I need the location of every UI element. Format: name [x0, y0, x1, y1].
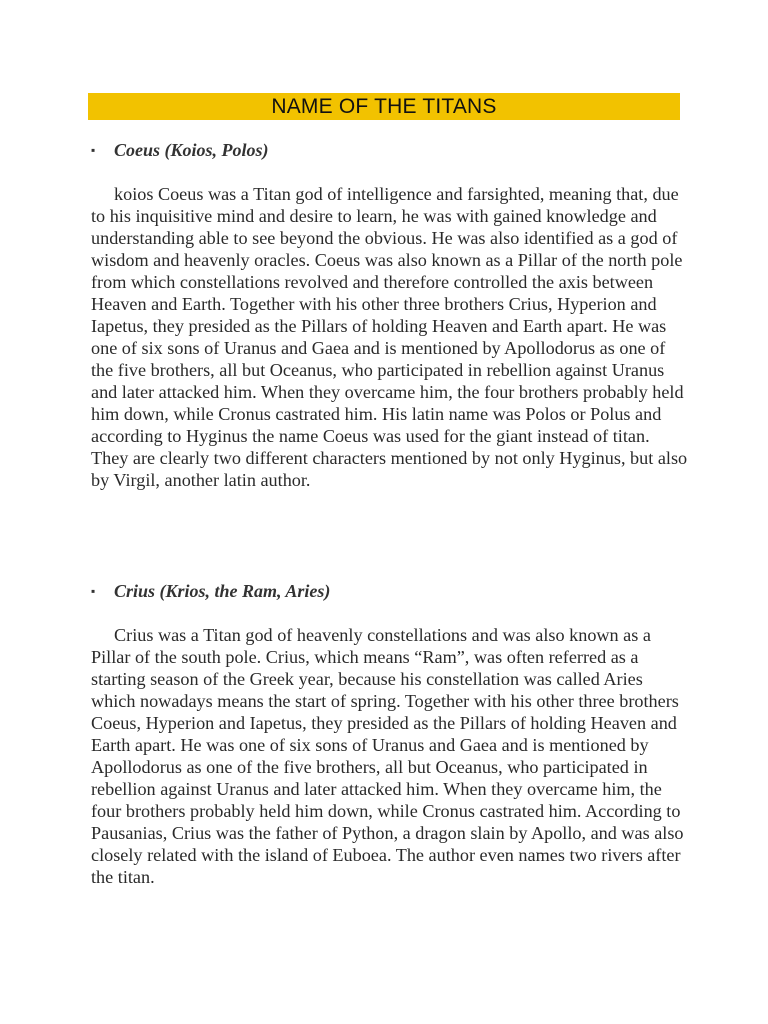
- bullet-icon: ▪: [91, 143, 96, 157]
- section-heading-text: Crius (Krios, the Ram, Aries): [114, 581, 331, 601]
- section-coeus: [91, 139, 691, 509]
- bullet-icon: ▪: [91, 584, 96, 598]
- section-paragraph: koios Coeus was a Titan god of intelligence and farsighted, meaning that, due to his inquisitive mind and desire to learn, he was with gained knowledge and understanding able to see beyond the obvious. He was also identified as a god of wisdom and heavenly oracles. Coeus was also known as a Pillar of the north pole from which constellations revolved and therefore controlled the axis between Heaven and Earth. Together with his other three brothers Crius, Hyperion and Iapetus, they presided as the Pillars of holding Heaven and Earth apart. He was one of six sons of Uranus and Gaea and is mentioned by Apollodorus as one of the five brothers, all but Oceanus, who participated in rebellion against Uranus and later attacked him. When they overcame him, the four brothers probably held him down, while Cronus castrated him. His latin name was Polos or Polus and according to Hyginus the name Coeus was used for the giant instead of titan. They are clearly two different characters mentioned by not only Hyginus, but also by Virgil, another latin author.: [91, 184, 688, 490]
- title-bar: [88, 93, 680, 120]
- document-title: NAME OF THE TITANS: [271, 95, 497, 118]
- section-heading: [91, 580, 691, 602]
- section-crius: [91, 580, 691, 906]
- section-heading-text: Coeus (Koios, Polos): [114, 140, 269, 160]
- section-paragraph: Crius was a Titan god of heavenly constellations and was also known as a Pillar of the south pole. Crius, which means “Ram”, was often referred as a starting season of the Greek year, because his constellation was called Aries which nowadays means the start of spring. Together with his other three brothers Coeus, Hyperion and Iapetus, they presided as the Pillars of holding Heaven and Earth apart. He was one of six sons of Uranus and Gaea and is mentioned by Apollodorus as one of the five brothers, all but Oceanus, who participated in rebellion against Uranus and later attacked him. When they overcame him, the four brothers probably held him down, while Cronus castrated him. According to Pausanias, Crius was the father of Python, a dragon slain by Apollo, and was also closely related with the island of Euboea. The author even names two rivers after the titan.: [91, 625, 684, 887]
- section-heading: [91, 139, 691, 161]
